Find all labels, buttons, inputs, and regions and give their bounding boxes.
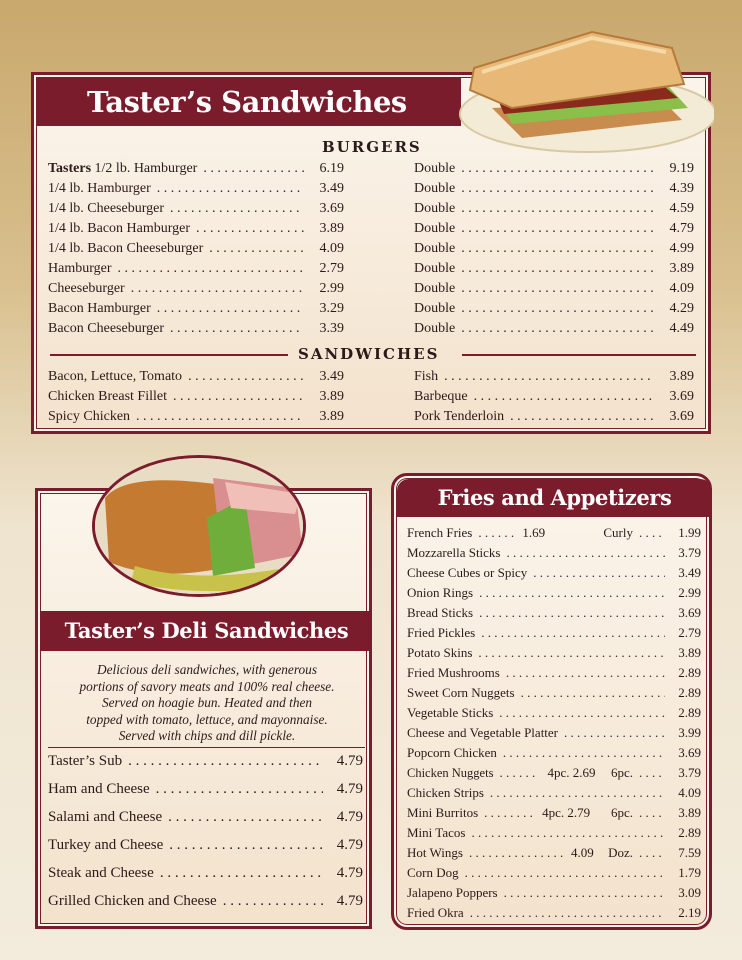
leader-dots	[639, 845, 665, 861]
deli-desc-line: portions of savory meats and 100% real cheese.	[79, 678, 335, 694]
leader-dots	[461, 241, 654, 257]
leader-dots	[564, 725, 665, 741]
list-item	[407, 685, 701, 705]
item-price: 3.39	[319, 321, 344, 336]
item-price: 3.79	[678, 765, 701, 780]
list-item	[48, 241, 344, 261]
item-name-text: 1/4 lb. Hamburger	[48, 181, 151, 196]
item-name: Jalapeno Poppers	[407, 885, 498, 900]
leader-dots	[506, 665, 665, 681]
item-price: 3.69	[319, 201, 344, 216]
item-name: Onion Rings	[407, 585, 474, 600]
leader-dots	[474, 389, 654, 405]
item-price: 3.49	[319, 181, 344, 196]
item-name	[48, 201, 164, 217]
list-item	[48, 281, 344, 301]
list-item	[414, 241, 694, 261]
list-item	[48, 161, 344, 181]
fries-appetizers-title: Fries and Appetizers	[397, 479, 712, 517]
leader-dots	[478, 645, 665, 661]
item-name: Sweet Corn Nuggets	[407, 685, 515, 700]
item-name: Double	[414, 301, 456, 316]
item-name: Chicken Nuggets	[407, 766, 494, 780]
item-name: Spicy Chicken	[48, 409, 131, 424]
item-name	[48, 281, 125, 297]
item-price: 3.89	[678, 805, 701, 820]
item-name: Mini Tacos	[407, 825, 466, 840]
list-item	[407, 665, 701, 685]
item-name: Bacon, Lettuce, Tomato	[48, 369, 183, 384]
item-price: 9.19	[669, 161, 694, 176]
list-item	[414, 409, 694, 429]
list-item	[48, 389, 344, 409]
item-name: Double	[414, 321, 456, 336]
item-name: Fried Pickles	[407, 625, 476, 640]
item-name-text: 1/4 lb. Bacon Hamburger	[48, 221, 191, 236]
item-price: 6.19	[319, 161, 344, 176]
tasters-sandwiches-title: Taster’s Sandwiches	[37, 78, 461, 126]
item-name-text: Cheeseburger	[48, 281, 125, 296]
item-name: Ham and Cheese	[48, 781, 150, 797]
leader-dots	[499, 765, 537, 781]
item-variant: 6pc.	[610, 805, 633, 820]
item-name-text: Bacon Hamburger	[48, 301, 151, 316]
item-price: 2.19	[678, 905, 701, 920]
item-name-text: 1/4 lb. Bacon Cheeseburger	[48, 241, 204, 256]
leader-dots	[471, 825, 665, 841]
leader-dots	[169, 837, 323, 854]
item-name: Curly	[603, 525, 633, 540]
list-item	[407, 725, 701, 745]
item-name-text: 1/4 lb. Cheeseburger	[48, 201, 164, 216]
item-price: 3.29	[319, 301, 344, 316]
list-item	[48, 321, 344, 341]
item-price: 3.69	[678, 605, 701, 620]
list-item	[48, 301, 344, 321]
item-name: Double	[414, 281, 456, 296]
leader-dots	[196, 221, 304, 237]
item-name: Vegetable Sticks	[407, 705, 494, 720]
item-name	[48, 221, 190, 237]
item-name: Fried Okra	[407, 905, 464, 920]
deli-desc-line: topped with tomato, lettuce, and mayonnaise.	[86, 711, 328, 727]
deli-desc-line: Delicious deli sandwiches, with generous	[97, 662, 317, 677]
leader-dots	[461, 221, 654, 237]
item-name	[48, 261, 112, 277]
leader-dots	[461, 301, 654, 317]
list-item	[48, 753, 363, 781]
leader-dots	[490, 785, 665, 801]
item-variant: 4pc. 2.79	[542, 805, 591, 820]
item-price: 2.89	[678, 825, 701, 840]
item-name: Double	[414, 161, 456, 176]
item-name: Double	[414, 201, 456, 216]
list-item	[48, 181, 344, 201]
leader-dots	[461, 321, 654, 337]
burgers-heading: BURGERS	[322, 138, 422, 156]
item-name-text: Hamburger	[48, 261, 112, 276]
item-name: Double	[414, 221, 456, 236]
item-price: 3.49	[319, 369, 344, 384]
item-name: Barbeque	[414, 389, 468, 404]
list-item	[414, 181, 694, 201]
item-name-bold: Tasters	[48, 161, 92, 176]
list-item	[48, 201, 344, 221]
leader-dots	[469, 845, 565, 861]
item-price: 4.79	[336, 781, 363, 797]
item-variant: 4.09	[570, 845, 594, 860]
leader-dots	[461, 181, 654, 197]
item-name: Fish	[414, 369, 439, 384]
item-name: Salami and Cheese	[48, 809, 163, 825]
leader-dots	[470, 905, 665, 921]
leader-dots	[639, 805, 665, 821]
deli-desc-line: Served on hoagie bun. Heated and then	[101, 695, 313, 710]
item-price: 2.99	[319, 281, 344, 296]
deli-divider	[48, 747, 365, 748]
item-name	[48, 321, 164, 337]
deli-item-list	[48, 753, 363, 921]
leader-dots	[223, 893, 323, 910]
item-price: 3.09	[678, 885, 701, 900]
list-item	[48, 893, 363, 921]
fries-item-list	[407, 525, 701, 925]
item-price: 3.89	[319, 389, 344, 404]
list-item	[48, 369, 344, 389]
leader-dots	[461, 201, 654, 217]
list-item	[407, 825, 701, 845]
leader-dots	[203, 161, 304, 177]
item-price: 3.79	[678, 545, 701, 560]
item-price: 4.79	[336, 837, 363, 853]
leader-dots	[507, 545, 666, 561]
leader-dots	[209, 241, 304, 257]
item-price: 3.89	[669, 261, 694, 276]
list-item	[407, 765, 701, 785]
item-price: 7.59	[678, 845, 701, 860]
item-name: Cheese Cubes or Spicy	[407, 565, 528, 580]
leader-dots	[128, 753, 323, 770]
sandwiches-heading: SANDWICHES	[298, 345, 440, 363]
list-item	[407, 705, 701, 725]
item-price: 3.69	[669, 409, 694, 424]
burgers-right-list	[414, 161, 694, 341]
fries-items	[407, 545, 701, 765]
fries-appetizers-panel	[391, 473, 712, 930]
item-price: 3.99	[678, 725, 701, 740]
item-name: Mozzarella Sticks	[407, 545, 501, 560]
item-price: 3.49	[678, 565, 701, 580]
leader-dots	[481, 625, 665, 641]
item-price: 4.09	[669, 281, 694, 296]
item-name: Popcorn Chicken	[407, 745, 497, 760]
list-item	[414, 301, 694, 321]
leader-dots	[136, 409, 304, 425]
item-name: Chicken Breast Fillet	[48, 389, 167, 404]
list-item	[407, 525, 701, 545]
list-item	[407, 745, 701, 765]
leader-dots	[479, 605, 665, 621]
leader-dots	[503, 745, 665, 761]
list-item	[407, 885, 701, 905]
list-item	[414, 161, 694, 181]
item-price: 4.99	[669, 241, 694, 256]
item-price: 3.69	[678, 745, 701, 760]
item-name: Corn Dog	[407, 865, 459, 880]
item-name	[48, 161, 197, 177]
item-name: Chicken Strips	[407, 785, 484, 800]
leader-dots	[465, 865, 665, 881]
item-name	[48, 301, 151, 317]
sandwiches-rule-right	[462, 354, 696, 356]
item-price: 2.79	[319, 261, 344, 276]
item-price: 2.89	[678, 705, 701, 720]
leader-dots	[173, 389, 304, 405]
item-name-text: Bacon Cheeseburger	[48, 321, 164, 336]
item-name-text: 1/2 lb. Hamburger	[91, 161, 198, 176]
item-name: Grilled Chicken and Cheese	[48, 893, 217, 909]
sandwiches-right-list	[414, 369, 694, 429]
item-price: 1.69	[522, 525, 546, 540]
item-name: Mini Burritos	[407, 805, 479, 820]
item-name: Turkey and Cheese	[48, 837, 164, 853]
item-price: 4.59	[669, 201, 694, 216]
item-price: 2.89	[678, 685, 701, 700]
leader-dots	[131, 281, 304, 297]
list-item	[407, 565, 701, 585]
list-item	[407, 785, 701, 805]
item-price: 4.49	[669, 321, 694, 336]
item-price: 2.89	[678, 665, 701, 680]
item-price: 4.79	[336, 893, 363, 909]
item-name	[48, 241, 203, 257]
deli-description	[58, 662, 356, 745]
leader-dots	[170, 321, 304, 337]
item-variant: 4pc. 2.69	[547, 765, 596, 780]
leader-dots	[639, 765, 665, 781]
leader-dots	[461, 281, 654, 297]
list-item	[407, 865, 701, 885]
item-name	[48, 181, 151, 197]
leader-dots	[479, 585, 665, 601]
item-price: 3.89	[319, 409, 344, 424]
item-name: Double	[414, 181, 456, 196]
list-item	[48, 261, 344, 281]
leader-dots	[478, 525, 516, 541]
sandwiches-rule-left	[50, 354, 288, 356]
list-item	[407, 545, 701, 565]
burgers-left-list	[48, 161, 344, 341]
list-item	[48, 809, 363, 837]
leader-dots	[639, 525, 665, 541]
deli-sandwiches-title: Taster’s Deli Sandwiches	[41, 611, 372, 651]
list-item	[407, 625, 701, 645]
leader-dots	[160, 865, 323, 882]
item-name: Fried Mushrooms	[407, 665, 500, 680]
list-item	[48, 781, 363, 809]
item-price: 3.89	[319, 221, 344, 236]
list-item	[48, 837, 363, 865]
item-price: 4.79	[669, 221, 694, 236]
list-item	[48, 409, 344, 429]
item-price: 1.99	[678, 525, 701, 540]
list-item	[407, 585, 701, 605]
deli-desc-line: Served with chips and dill pickle.	[118, 728, 296, 743]
item-price: 4.09	[319, 241, 344, 256]
leader-dots	[118, 261, 305, 277]
hoagie-sandwich-photo	[92, 455, 306, 597]
list-item	[414, 221, 694, 241]
leader-dots	[156, 781, 323, 798]
leader-dots	[170, 201, 304, 217]
list-item	[407, 645, 701, 665]
item-price: 4.29	[669, 301, 694, 316]
leader-dots	[484, 805, 532, 821]
item-variant: 6pc.	[610, 765, 633, 780]
item-price: 4.79	[336, 809, 363, 825]
list-item	[407, 905, 701, 925]
list-item	[414, 201, 694, 221]
item-price: 3.69	[669, 389, 694, 404]
list-item	[414, 389, 694, 409]
item-variant: Doz.	[608, 845, 633, 860]
item-name: Steak and Cheese	[48, 865, 154, 881]
item-price: 3.89	[669, 369, 694, 384]
fries-tail-items	[407, 865, 701, 925]
item-name: Potato Skins	[407, 645, 473, 660]
item-name: Double	[414, 261, 456, 276]
list-item	[407, 605, 701, 625]
item-price: 1.79	[678, 865, 701, 880]
list-item	[407, 805, 701, 825]
leader-dots	[157, 301, 304, 317]
item-name: French Fries	[407, 525, 473, 540]
item-name: Cheese and Vegetable Platter	[407, 725, 559, 740]
leader-dots	[504, 885, 665, 901]
leader-dots	[533, 565, 665, 581]
leader-dots	[444, 369, 654, 385]
leader-dots	[521, 685, 665, 701]
item-name: Double	[414, 241, 456, 256]
list-item	[48, 865, 363, 893]
leader-dots	[461, 261, 654, 277]
leader-dots	[499, 705, 665, 721]
item-name: Bread Sticks	[407, 605, 474, 620]
leader-dots	[168, 809, 323, 826]
leader-dots	[188, 369, 304, 385]
item-price: 2.79	[678, 625, 701, 640]
list-item	[414, 369, 694, 389]
list-item	[407, 845, 701, 865]
item-price: 4.09	[678, 785, 701, 800]
list-item	[414, 281, 694, 301]
item-price: 2.99	[678, 585, 701, 600]
item-price: 3.89	[678, 645, 701, 660]
leader-dots	[157, 181, 304, 197]
leader-dots	[461, 161, 654, 177]
leader-dots	[510, 409, 654, 425]
item-price: 4.39	[669, 181, 694, 196]
item-name: Hot Wings	[407, 845, 463, 860]
item-name: Pork Tenderloin	[414, 409, 505, 424]
item-price: 4.79	[336, 865, 363, 881]
list-item	[414, 261, 694, 281]
item-name: Taster’s Sub	[48, 753, 123, 769]
list-item	[48, 221, 344, 241]
item-price: 4.79	[336, 753, 363, 769]
sandwiches-left-list	[48, 369, 344, 429]
list-item	[414, 321, 694, 341]
blt-sandwich-photo	[452, 28, 714, 158]
